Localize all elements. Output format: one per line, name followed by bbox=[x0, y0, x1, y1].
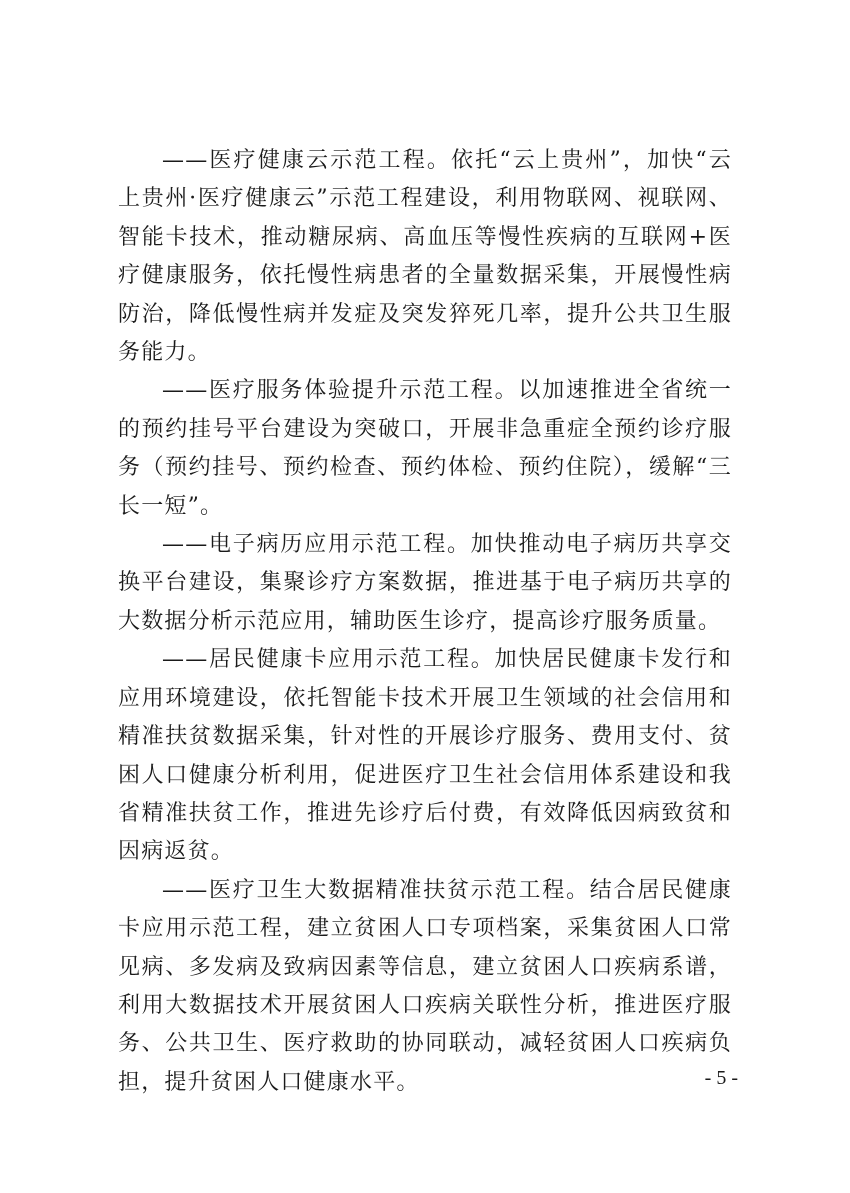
paragraph-poverty-alleviation: ——医疗卫生大数据精准扶贫示范工程。结合居民健康卡应用示范工程，建立贫困人口专项档案，采集贫困人口常见病、多发病及致病因素等信息，建立贫困人口疾病系谱，利用大数据技术开展贫困人口疾病关联性分析，推进医疗服务、公共卫生、医疗救助的协同联动，减轻贫困人口疾病负担，提升贫困人口健康水平。 bbox=[118, 877, 732, 1095]
page-number: - 5 - bbox=[704, 1067, 738, 1089]
paragraph-electronic-medical-record: ——电子病历应用示范工程。加快推动电子病历共享交换平台建设，集聚诊疗方案数据，推进基于电子病历共享的大数据分析示范应用，辅助医生诊疗，提高诊疗服务质量。 bbox=[118, 532, 732, 634]
paragraph-medical-health-cloud: ——医疗健康云示范工程。依托“云上贵州”，加快“云上贵州·医疗健康云”示范工程建设，利用物联网、视联网、智能卡技术，推动糖尿病、高血压等慢性疾病的互联网+医疗健康服务，依托慢性病患者的全量数据采集，开展慢性病防治，降低慢性病并发症及突发猝死几率，提升公共卫生服务能力。 bbox=[118, 148, 732, 366]
paragraph-resident-health-card: ——居民健康卡应用示范工程。加快居民健康卡发行和应用环境建设，依托智能卡技术开展卫生领域的社会信用和精准扶贫数据采集，针对性的开展诊疗服务、费用支付、贫困人口健康分析利用，促进医疗卫生社会信用体系建设和我省精准扶贫工作，推进先诊疗后付费，有效降低因病致贫和因病返贫。 bbox=[118, 647, 732, 865]
paragraph-service-experience: ——医疗服务体验提升示范工程。以加速推进全省统一的预约挂号平台建设为突破口，开展非急重症全预约诊疗服务（预约挂号、预约检查、预约体检、预约住院），缓解“三长一短”。 bbox=[118, 378, 732, 519]
body-text bbox=[118, 142, 732, 1102]
